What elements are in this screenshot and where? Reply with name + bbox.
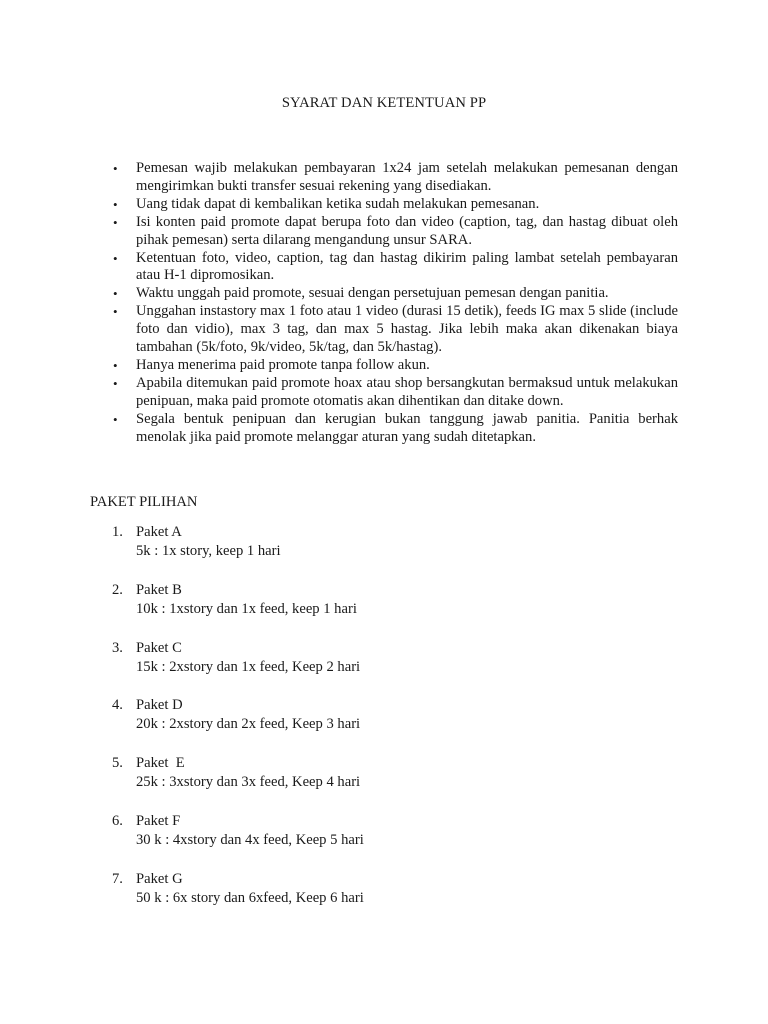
rules-list (110, 160, 678, 447)
bullet-icon: • (113, 304, 118, 320)
bullet-icon: • (113, 357, 118, 373)
bullet-icon: • (113, 196, 118, 212)
package-number: 2. (112, 581, 123, 598)
rule-item (110, 285, 678, 303)
package-item (110, 812, 610, 870)
package-number: 5. (112, 755, 123, 772)
rule-text: Pemesan wajib melakukan pembayaran 1x24 jam setelah melakukan pemesanan dengan mengirimkan bukti transfer sesuai rekening yang disediakan. (136, 160, 678, 194)
package-name: Paket B (136, 581, 182, 598)
package-name: Paket A (136, 524, 182, 540)
rule-text: Unggahan instastory max 1 foto atau 1 video (durasi 15 detik), feeds IG max 5 slide (include foto dan vidio), max 3 tag, dan max 5 hastag. Jika lebih maka akan dikenakan biaya tambahan (5k/foto, 9k/video, 5k/tag, dan 5k/hastag). (136, 303, 678, 356)
rule-text: Hanya menerima paid promote tanpa follow akun. (136, 356, 430, 373)
rule-text: Ketentuan foto, video, caption, tag dan hastag dikirim paling lambat setelah pembayaran atau H-1 dipromosikan. (136, 249, 678, 284)
package-description: 25k : 3xstory dan 3x feed, Keep 4 hari (136, 774, 361, 791)
package-description: 10k : 1xstory dan 1x feed, keep 1 hari (136, 600, 357, 617)
rule-text: Apabila ditemukan paid promote hoax atau shop bersangkutan bermaksud untuk melakukan penipuan, maka paid promote otomatis akan dihentikan dan ditake down. (136, 374, 678, 409)
rule-item (110, 214, 678, 250)
package-description: 50 k : 6x story dan 6xfeed, Keep 6 hari (136, 889, 364, 906)
package-number: 3. (112, 639, 123, 656)
bullet-icon: • (113, 286, 118, 302)
package-number: 1. (112, 524, 123, 540)
document-title: SYARAT DAN KETENTUAN PP (281, 95, 487, 111)
package-description: 30 k : 4xstory dan 4x feed, Keep 5 hari (136, 831, 364, 848)
rule-text: Uang tidak dapat di kembalikan ketika sudah melakukan pemesanan. (136, 195, 540, 212)
package-name: Paket C (136, 639, 182, 656)
package-item (110, 754, 610, 812)
package-item (110, 696, 610, 754)
package-item (110, 870, 610, 928)
package-description: 15k : 2xstory dan 1x feed, Keep 2 hari (136, 658, 361, 675)
rule-item (110, 160, 678, 196)
bullet-icon: • (113, 411, 118, 427)
bullet-icon: • (113, 161, 118, 176)
bullet-icon: • (113, 375, 118, 391)
package-description: 5k : 1x story, keep 1 hari (136, 543, 281, 559)
rule-text: Isi konten paid promote dapat berupa foto dan video (caption, tag, dan hastag dibuat oleh pihak pemesan) serta dilarang mengandung unsur SARA. (136, 213, 678, 248)
rule-item (110, 250, 678, 286)
package-item (110, 639, 610, 697)
rule-item (110, 196, 678, 214)
package-item (110, 523, 610, 581)
rule-item (110, 303, 678, 357)
package-name: Paket D (136, 697, 183, 714)
bullet-icon: • (113, 214, 118, 230)
packages-list (110, 523, 610, 928)
packages-heading: PAKET PILIHAN (90, 494, 198, 510)
package-description: 20k : 2xstory dan 2x feed, Keep 3 hari (136, 716, 361, 733)
package-name: Paket G (136, 870, 183, 887)
rule-item (110, 375, 678, 411)
package-number: 4. (112, 697, 123, 714)
bullet-icon: • (113, 250, 118, 266)
package-item (110, 581, 610, 639)
package-number: 7. (112, 870, 123, 887)
rule-item (110, 357, 678, 375)
package-name: Paket E (136, 755, 185, 772)
package-number: 6. (112, 812, 123, 829)
rule-item (110, 411, 678, 447)
package-name: Paket F (136, 812, 181, 829)
rule-text: Waktu unggah paid promote, sesuai dengan persetujuan pemesan dengan panitia. (136, 285, 609, 302)
rule-text: Segala bentuk penipuan dan kerugian bukan tanggung jawab panitia. Panitia berhak menolak jika paid promote melanggar aturan yang sudah ditetapkan. (136, 410, 678, 445)
